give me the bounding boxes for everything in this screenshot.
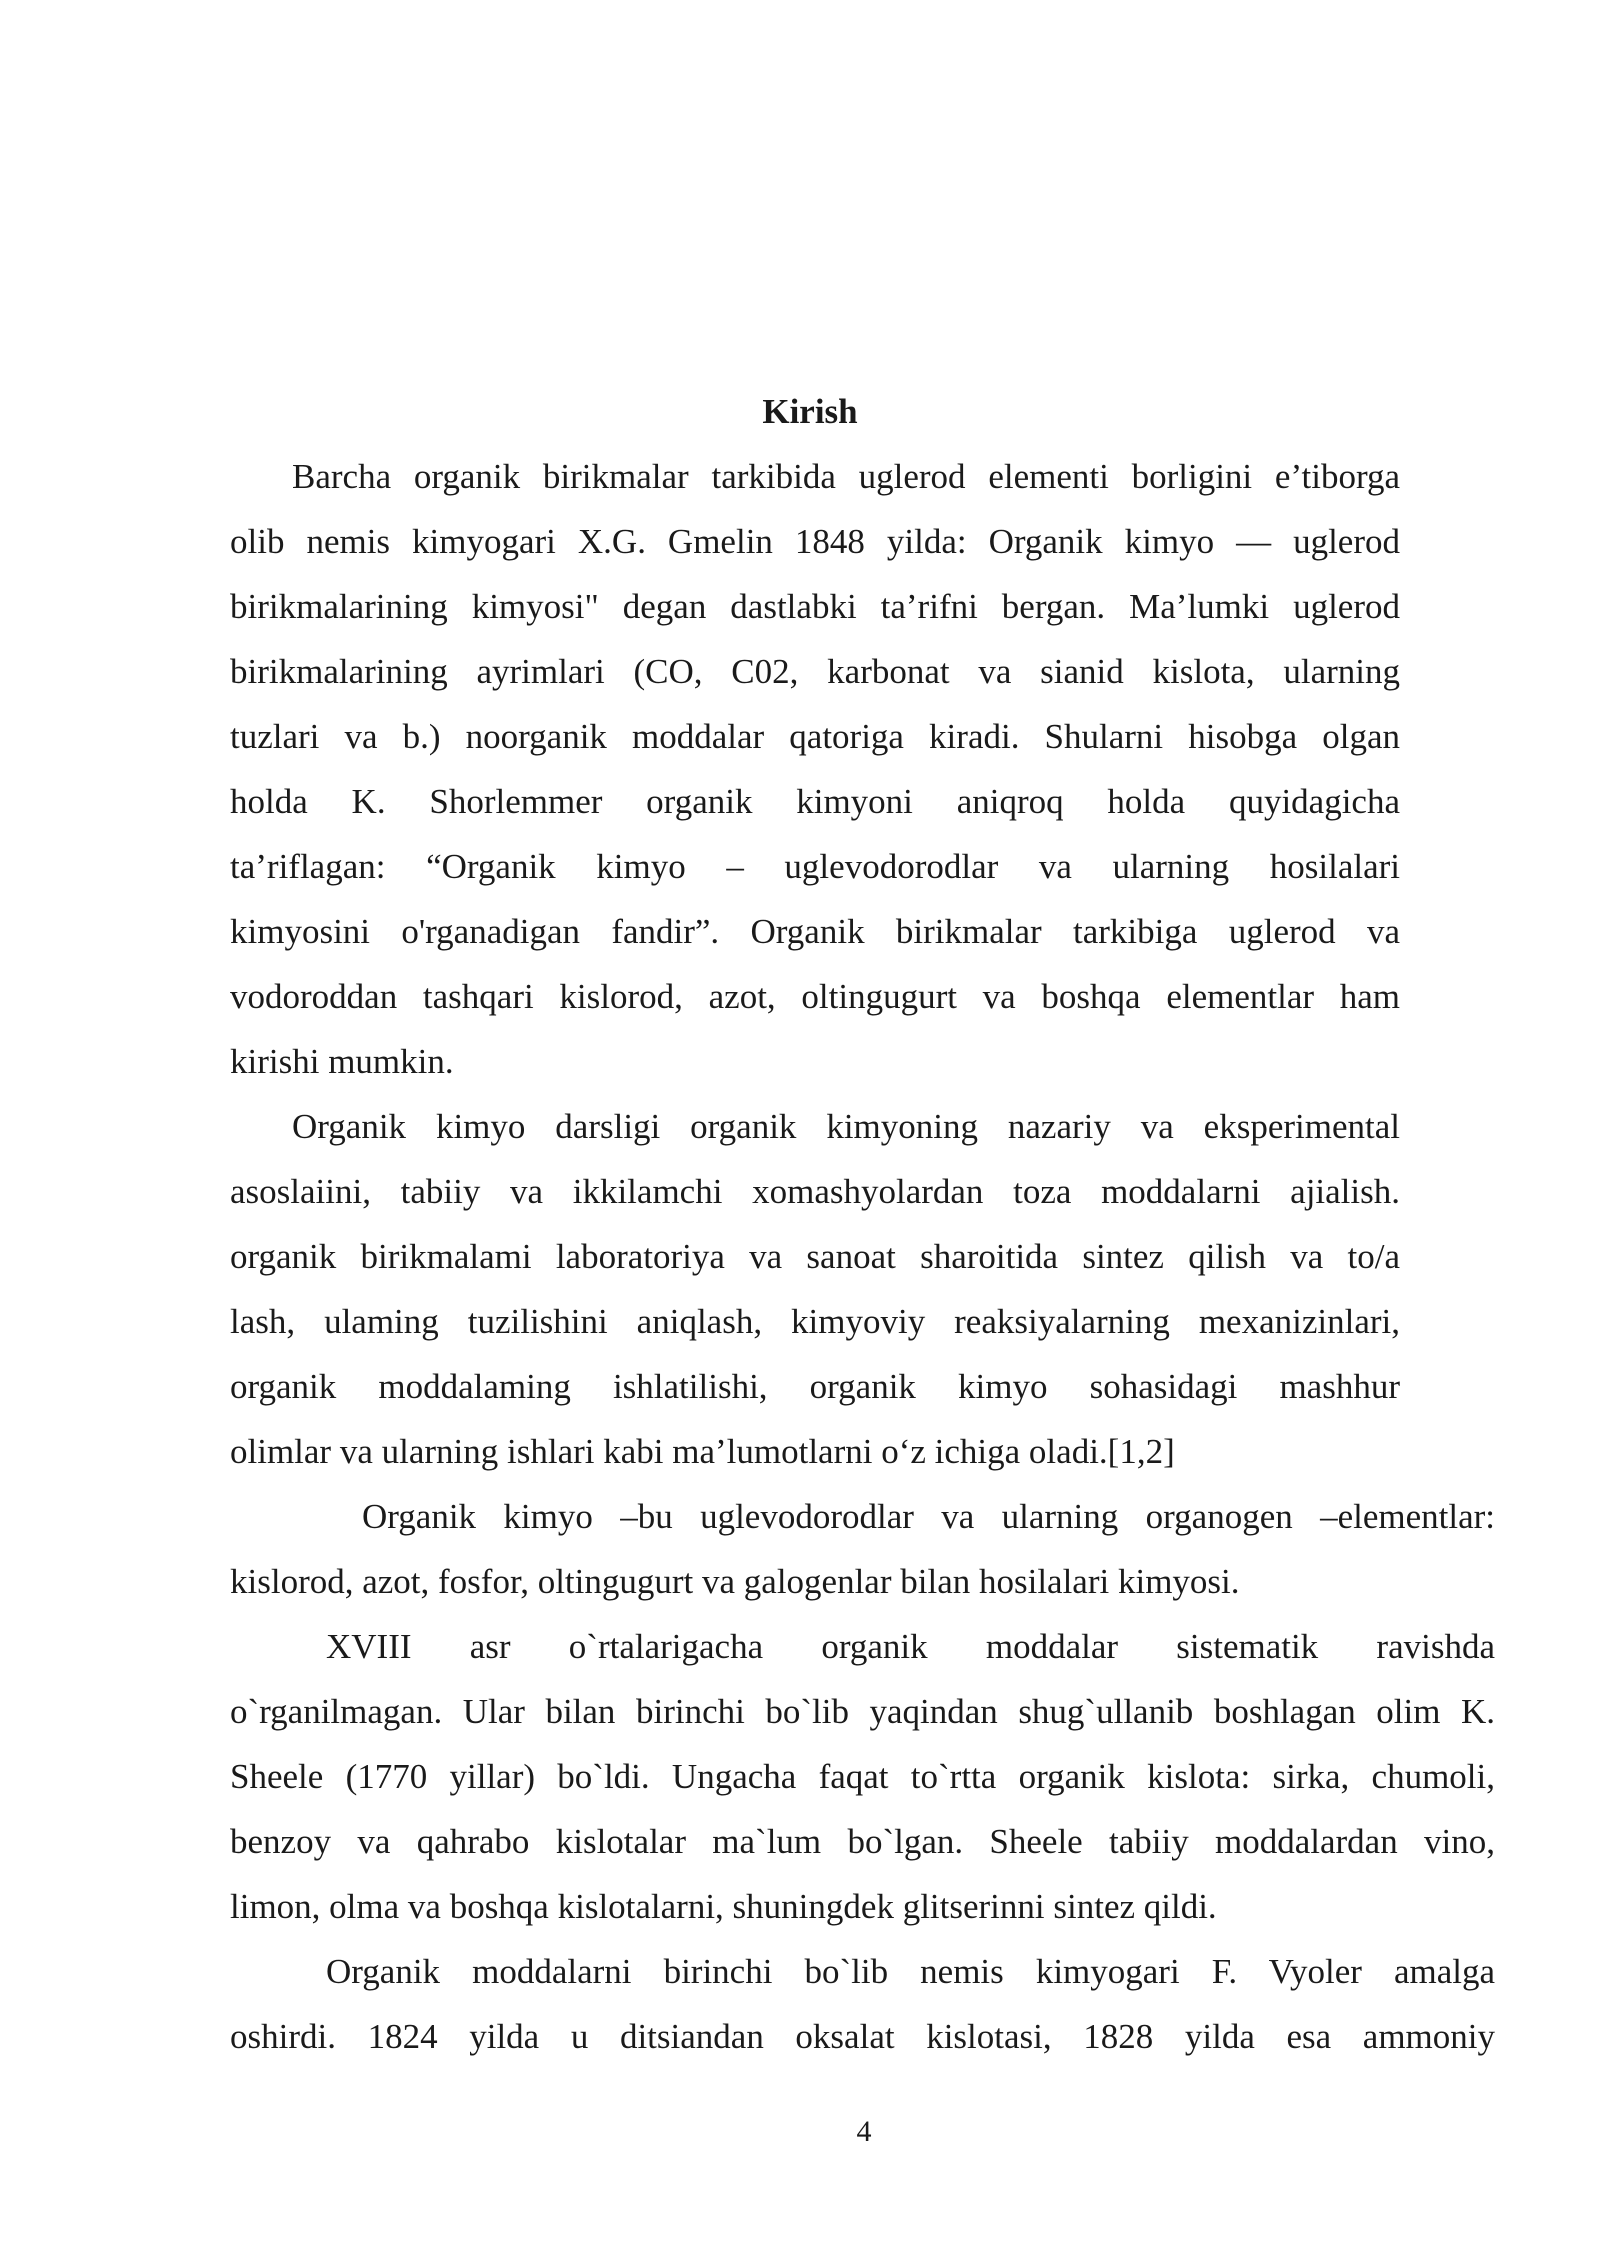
text-line: ta’riflagan: “Organik kimyo – uglevodorodlar va ularning hosilalari: [230, 847, 1400, 886]
page-number: 4: [856, 2115, 872, 2148]
text-line: kimyosini o'rganadigan fandir”. Organik birikmalar tarkibiga uglerod va: [230, 912, 1400, 951]
text-line: Organik kimyo –bu uglevodorodlar va ularning organogen –elementlar:: [362, 1497, 1495, 1536]
text-line: Sheele (1770 yillar) bo`ldi. Ungacha faqat to`rtta organik kislota: sirka, chumoli,: [230, 1757, 1495, 1796]
text-line: olib nemis kimyogari X.G. Gmelin 1848 yilda: Organik kimyo — uglerod: [230, 522, 1400, 561]
text-line: Organik moddalarni birinchi bo`lib nemis kimyogari F. Vyoler amalga: [326, 1952, 1495, 1991]
text-line: o`rganilmagan. Ular bilan birinchi bo`lib yaqindan shug`ullanib boshlagan olim K.: [230, 1692, 1495, 1731]
text-line: organik moddalaming ishlatilishi, organik kimyo sohasidagi mashhur: [230, 1367, 1400, 1406]
text-line: birikmalarining ayrimlari (CO, C02, karbonat va sianid kislota, ularning: [230, 652, 1400, 691]
text-line: kirishi mumkin.: [230, 1042, 454, 1081]
text-line: benzoy va qahrabo kislotalar ma`lum bo`lgan. Sheele tabiiy moddalardan vino,: [230, 1822, 1495, 1861]
text-line: oshirdi. 1824 yilda u ditsiandan oksalat kislotasi, 1828 yilda esa ammoniy: [230, 2017, 1495, 2056]
text-line: limon, olma va boshqa kislotalarni, shuningdek glitserinni sintez qildi.: [230, 1887, 1217, 1926]
text-line: Organik kimyo darsligi organik kimyoning nazariy va eksperimental: [292, 1107, 1400, 1146]
text-line: birikmalarining kimyosi" degan dastlabki ta’rifni bergan. Ma’lumki uglerod: [230, 587, 1400, 626]
text-line: holda K. Shorlemmer organik kimyoni aniqroq holda quyidagicha: [230, 782, 1400, 821]
text-line: Barcha organik birikmalar tarkibida uglerod elementi borligini e’tiborga: [292, 457, 1400, 496]
text-line: kislorod, azot, fosfor, oltingugurt va galogenlar bilan hosilalari kimyosi.: [230, 1562, 1240, 1601]
document-title: Kirish: [762, 392, 858, 431]
text-line: asoslaiini, tabiiy va ikkilamchi xomashyolardan toza moddalarni ajialish.: [230, 1172, 1400, 1211]
text-line: organik birikmalami laboratoriya va sanoat sharoitida sintez qilish va to/a: [230, 1237, 1400, 1276]
text-line: lash, ulaming tuzilishini aniqlash, kimyoviy reaksiyalarning mexanizinlari,: [230, 1302, 1400, 1341]
text-line: olimlar va ularning ishlari kabi ma’lumotlarni o‘z ichiga oladi.[1,2]: [230, 1432, 1175, 1471]
text-line: tuzlari va b.) noorganik moddalar qatoriga kiradi. Shularni hisobga olgan: [230, 717, 1400, 756]
text-line: XVIII asr o`rtalarigacha organik moddalar sistematik ravishda: [326, 1627, 1495, 1666]
text-line: vodoroddan tashqari kislorod, azot, oltingugurt va boshqa elementlar ham: [230, 977, 1400, 1016]
